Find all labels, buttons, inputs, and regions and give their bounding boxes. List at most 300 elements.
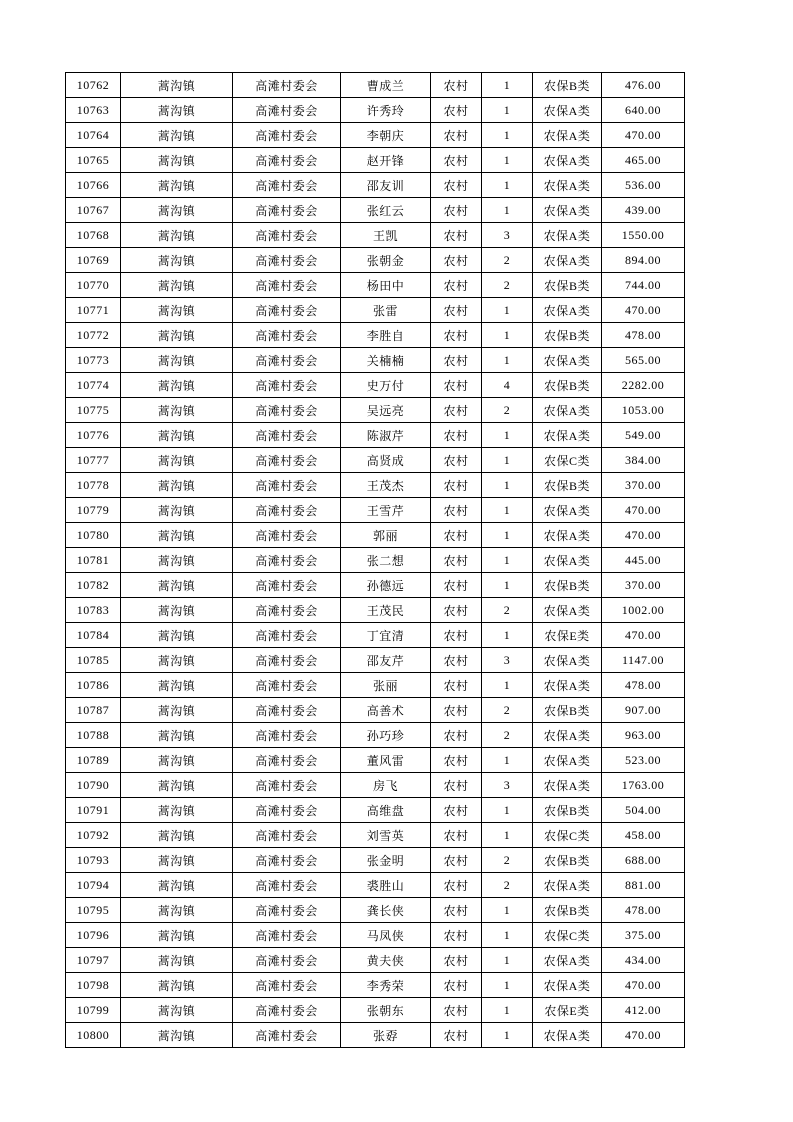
table-cell-town: 蒿沟镇 [121,473,233,498]
table-cell-residence: 农村 [431,948,482,973]
table-cell-category: 农保A类 [533,498,602,523]
table-row [66,248,685,273]
table-cell-village: 高滩村委会 [233,973,341,998]
table-cell-village: 高滩村委会 [233,898,341,923]
table-cell-count: 1 [482,298,533,323]
table-cell-count: 1 [482,123,533,148]
table-cell-village: 高滩村委会 [233,423,341,448]
table-cell-amount: 470.00 [602,123,685,148]
table-cell-amount: 1053.00 [602,398,685,423]
table-cell-id: 10793 [66,848,121,873]
table-cell-category: 农保A类 [533,948,602,973]
table-cell-amount: 476.00 [602,73,685,98]
table-row [66,548,685,573]
table-cell-amount: 370.00 [602,573,685,598]
table-cell-category: 农保A类 [533,173,602,198]
table-cell-count: 1 [482,448,533,473]
table-row [66,473,685,498]
table-cell-count: 1 [482,423,533,448]
table-cell-name: 丁宜清 [341,623,431,648]
table-cell-town: 蒿沟镇 [121,623,233,648]
table-cell-residence: 农村 [431,823,482,848]
table-cell-residence: 农村 [431,848,482,873]
table-cell-name: 史万付 [341,373,431,398]
table-cell-town: 蒿沟镇 [121,698,233,723]
table-cell-amount: 470.00 [602,973,685,998]
table-cell-town: 蒿沟镇 [121,973,233,998]
table-cell-name: 刘雪英 [341,823,431,848]
table-cell-village: 高滩村委会 [233,98,341,123]
table-cell-town: 蒿沟镇 [121,398,233,423]
table-row [66,623,685,648]
table-cell-id: 10768 [66,223,121,248]
table-cell-town: 蒿沟镇 [121,573,233,598]
table-cell-id: 10772 [66,323,121,348]
table-row [66,998,685,1023]
table-cell-amount: 458.00 [602,823,685,848]
table-cell-town: 蒿沟镇 [121,448,233,473]
table-cell-amount: 2282.00 [602,373,685,398]
table-cell-name: 马凤侠 [341,923,431,948]
table-cell-town: 蒿沟镇 [121,873,233,898]
table-row [66,598,685,623]
table-cell-town: 蒿沟镇 [121,823,233,848]
table-cell-count: 4 [482,373,533,398]
table-cell-id: 10787 [66,698,121,723]
table-cell-name: 张红云 [341,198,431,223]
table-cell-name: 黄夫侠 [341,948,431,973]
table-cell-name: 王茂民 [341,598,431,623]
table-row [66,373,685,398]
table-cell-id: 10796 [66,923,121,948]
table-cell-residence: 农村 [431,773,482,798]
table-cell-id: 10777 [66,448,121,473]
table-cell-residence: 农村 [431,523,482,548]
table-cell-id: 10775 [66,398,121,423]
table-cell-count: 1 [482,823,533,848]
table-cell-residence: 农村 [431,623,482,648]
table-cell-amount: 549.00 [602,423,685,448]
table-cell-residence: 农村 [431,573,482,598]
table-row [66,123,685,148]
table-cell-category: 农保A类 [533,873,602,898]
table-cell-residence: 农村 [431,148,482,173]
table-row [66,198,685,223]
table-cell-id: 10774 [66,373,121,398]
table-cell-name: 王茂杰 [341,473,431,498]
table-cell-village: 高滩村委会 [233,448,341,473]
table-cell-town: 蒿沟镇 [121,948,233,973]
table-cell-amount: 894.00 [602,248,685,273]
table-cell-village: 高滩村委会 [233,723,341,748]
table-cell-amount: 523.00 [602,748,685,773]
table-cell-name: 王雪芹 [341,498,431,523]
table-cell-id: 10788 [66,723,121,748]
table-cell-name: 张朝金 [341,248,431,273]
table-cell-count: 1 [482,1023,533,1048]
table-cell-category: 农保A类 [533,148,602,173]
table-cell-residence: 农村 [431,73,482,98]
table-row [66,223,685,248]
table-cell-name: 孙德远 [341,573,431,598]
table-cell-village: 高滩村委会 [233,148,341,173]
table-cell-residence: 农村 [431,548,482,573]
table-cell-residence: 农村 [431,673,482,698]
table-cell-count: 2 [482,698,533,723]
table-cell-village: 高滩村委会 [233,948,341,973]
table-cell-id: 10782 [66,573,121,598]
table-cell-id: 10773 [66,348,121,373]
table-cell-residence: 农村 [431,173,482,198]
table-cell-residence: 农村 [431,898,482,923]
table-row [66,523,685,548]
table-cell-name: 关楠楠 [341,348,431,373]
table-row [66,648,685,673]
table-cell-village: 高滩村委会 [233,498,341,523]
table-cell-village: 高滩村委会 [233,273,341,298]
table-cell-village: 高滩村委会 [233,173,341,198]
table-cell-category: 农保B类 [533,373,602,398]
table-row [66,1023,685,1048]
table-row [66,498,685,523]
table-cell-residence: 农村 [431,598,482,623]
table-cell-town: 蒿沟镇 [121,73,233,98]
table-cell-amount: 478.00 [602,673,685,698]
table-cell-name: 高贤成 [341,448,431,473]
table-cell-count: 2 [482,248,533,273]
table-cell-count: 1 [482,173,533,198]
table-cell-amount: 1147.00 [602,648,685,673]
table-cell-count: 1 [482,923,533,948]
table-cell-category: 农保A类 [533,198,602,223]
table-cell-category: 农保A类 [533,973,602,998]
table-cell-village: 高滩村委会 [233,73,341,98]
table-cell-count: 1 [482,473,533,498]
table-cell-count: 1 [482,973,533,998]
table-cell-category: 农保C类 [533,823,602,848]
table-cell-category: 农保B类 [533,698,602,723]
table-cell-category: 农保A类 [533,398,602,423]
table-row [66,748,685,773]
table-cell-name: 赵开锋 [341,148,431,173]
table-cell-name: 张金明 [341,848,431,873]
table-cell-town: 蒿沟镇 [121,173,233,198]
table-cell-id: 10778 [66,473,121,498]
table-cell-category: 农保A类 [533,723,602,748]
table-cell-village: 高滩村委会 [233,598,341,623]
table-cell-id: 10795 [66,898,121,923]
table-cell-category: 农保E类 [533,623,602,648]
table-cell-amount: 465.00 [602,148,685,173]
table-cell-amount: 688.00 [602,848,685,873]
table-cell-village: 高滩村委会 [233,848,341,873]
table-cell-name: 邵友芹 [341,648,431,673]
table-cell-name: 董风雷 [341,748,431,773]
table-cell-count: 1 [482,98,533,123]
table-cell-residence: 农村 [431,98,482,123]
table-cell-amount: 412.00 [602,998,685,1023]
table-cell-residence: 农村 [431,923,482,948]
table-cell-town: 蒿沟镇 [121,423,233,448]
table-cell-amount: 1763.00 [602,773,685,798]
table-cell-town: 蒿沟镇 [121,498,233,523]
table-cell-amount: 907.00 [602,698,685,723]
table-cell-id: 10767 [66,198,121,223]
table-cell-count: 3 [482,648,533,673]
table-cell-id: 10776 [66,423,121,448]
table-cell-name: 杨田中 [341,273,431,298]
table-cell-category: 农保A类 [533,223,602,248]
table-cell-name: 李胜自 [341,323,431,348]
table-cell-id: 10766 [66,173,121,198]
table-cell-village: 高滩村委会 [233,823,341,848]
table-cell-village: 高滩村委会 [233,923,341,948]
table-cell-residence: 农村 [431,423,482,448]
table-cell-id: 10763 [66,98,121,123]
table-cell-amount: 478.00 [602,898,685,923]
table-cell-village: 高滩村委会 [233,323,341,348]
table-cell-id: 10779 [66,498,121,523]
table-cell-category: 农保A类 [533,348,602,373]
table-cell-category: 农保A类 [533,423,602,448]
table-cell-count: 1 [482,573,533,598]
table-cell-name: 高维盘 [341,798,431,823]
table-cell-count: 1 [482,673,533,698]
table-cell-id: 10762 [66,73,121,98]
table-cell-name: 李秀荣 [341,973,431,998]
table-cell-name: 张孬 [341,1023,431,1048]
table-cell-category: 农保E类 [533,998,602,1023]
table-cell-category: 农保B类 [533,273,602,298]
table-cell-id: 10786 [66,673,121,698]
table-cell-town: 蒿沟镇 [121,523,233,548]
table-row [66,798,685,823]
table-cell-residence: 农村 [431,248,482,273]
table-row [66,698,685,723]
table-row [66,298,685,323]
table-row [66,773,685,798]
table-row [66,423,685,448]
table-cell-amount: 445.00 [602,548,685,573]
table-cell-residence: 农村 [431,748,482,773]
table-cell-town: 蒿沟镇 [121,323,233,348]
table-cell-name: 许秀玲 [341,98,431,123]
table-cell-amount: 478.00 [602,323,685,348]
table-cell-id: 10794 [66,873,121,898]
table-cell-town: 蒿沟镇 [121,598,233,623]
table-cell-residence: 农村 [431,473,482,498]
table-cell-count: 1 [482,523,533,548]
table-cell-town: 蒿沟镇 [121,648,233,673]
table-cell-name: 孙巧珍 [341,723,431,748]
table-cell-category: 农保A类 [533,1023,602,1048]
table-cell-town: 蒿沟镇 [121,898,233,923]
table-cell-village: 高滩村委会 [233,873,341,898]
table-row [66,923,685,948]
table-cell-count: 2 [482,723,533,748]
table-cell-village: 高滩村委会 [233,248,341,273]
table-cell-id: 10785 [66,648,121,673]
table-row [66,848,685,873]
table-cell-name: 高善术 [341,698,431,723]
table-cell-residence: 农村 [431,123,482,148]
table-cell-name: 龚长侠 [341,898,431,923]
table-cell-id: 10770 [66,273,121,298]
table-cell-name: 张雷 [341,298,431,323]
table-cell-category: 农保A类 [533,648,602,673]
table-cell-amount: 470.00 [602,1023,685,1048]
table-cell-id: 10798 [66,973,121,998]
table-cell-residence: 农村 [431,398,482,423]
table-cell-id: 10800 [66,1023,121,1048]
table-cell-name: 邵友训 [341,173,431,198]
table-cell-village: 高滩村委会 [233,998,341,1023]
table-cell-amount: 384.00 [602,448,685,473]
table-cell-town: 蒿沟镇 [121,1023,233,1048]
table-cell-category: 农保A类 [533,123,602,148]
table-cell-category: 农保A类 [533,523,602,548]
table-cell-amount: 881.00 [602,873,685,898]
table-cell-id: 10797 [66,948,121,973]
table-cell-town: 蒿沟镇 [121,723,233,748]
table-cell-residence: 农村 [431,873,482,898]
table-cell-id: 10784 [66,623,121,648]
table-cell-count: 1 [482,948,533,973]
table-cell-category: 农保A类 [533,98,602,123]
table-cell-count: 2 [482,398,533,423]
table-row [66,898,685,923]
table-cell-count: 1 [482,798,533,823]
table-row [66,723,685,748]
table-cell-category: 农保A类 [533,298,602,323]
table-cell-category: 农保B类 [533,573,602,598]
table-cell-count: 1 [482,73,533,98]
table-cell-id: 10792 [66,823,121,848]
table-cell-village: 高滩村委会 [233,748,341,773]
table-cell-village: 高滩村委会 [233,373,341,398]
table-row [66,673,685,698]
table-cell-count: 2 [482,598,533,623]
table-cell-village: 高滩村委会 [233,223,341,248]
table-cell-town: 蒿沟镇 [121,273,233,298]
table-cell-village: 高滩村委会 [233,773,341,798]
table-cell-amount: 370.00 [602,473,685,498]
table-cell-id: 10783 [66,598,121,623]
table-cell-town: 蒿沟镇 [121,548,233,573]
table-cell-count: 1 [482,323,533,348]
table-cell-town: 蒿沟镇 [121,198,233,223]
table-cell-count: 2 [482,273,533,298]
table-cell-residence: 农村 [431,798,482,823]
table-cell-name: 张丽 [341,673,431,698]
table-cell-town: 蒿沟镇 [121,123,233,148]
table-row [66,573,685,598]
table-cell-count: 3 [482,773,533,798]
table-cell-town: 蒿沟镇 [121,298,233,323]
table-cell-name: 曹成兰 [341,73,431,98]
table-row [66,323,685,348]
table-cell-count: 2 [482,848,533,873]
table-cell-amount: 963.00 [602,723,685,748]
table-cell-id: 10789 [66,748,121,773]
table-cell-name: 房飞 [341,773,431,798]
table-cell-count: 1 [482,623,533,648]
table-cell-category: 农保A类 [533,673,602,698]
table-cell-name: 裘胜山 [341,873,431,898]
table-cell-residence: 农村 [431,998,482,1023]
table-cell-residence: 农村 [431,723,482,748]
table-cell-id: 10790 [66,773,121,798]
table-cell-category: 农保A类 [533,748,602,773]
table-cell-residence: 农村 [431,498,482,523]
table-cell-name: 吴远亮 [341,398,431,423]
table-cell-name: 张二想 [341,548,431,573]
table-cell-village: 高滩村委会 [233,673,341,698]
table-cell-count: 1 [482,998,533,1023]
table-cell-residence: 农村 [431,323,482,348]
table-row [66,873,685,898]
table-cell-amount: 375.00 [602,923,685,948]
table-cell-count: 1 [482,498,533,523]
table-row [66,823,685,848]
table-row [66,148,685,173]
table-cell-id: 10769 [66,248,121,273]
table-cell-village: 高滩村委会 [233,198,341,223]
table-cell-category: 农保A类 [533,548,602,573]
table-cell-category: 农保B类 [533,798,602,823]
table-cell-town: 蒿沟镇 [121,223,233,248]
table-cell-residence: 农村 [431,648,482,673]
table-cell-residence: 农村 [431,223,482,248]
table-cell-residence: 农村 [431,348,482,373]
table-cell-village: 高滩村委会 [233,623,341,648]
table-cell-amount: 1002.00 [602,598,685,623]
table-cell-residence: 农村 [431,198,482,223]
table-cell-town: 蒿沟镇 [121,998,233,1023]
table-cell-id: 10799 [66,998,121,1023]
table-row [66,398,685,423]
table-cell-town: 蒿沟镇 [121,248,233,273]
table-cell-town: 蒿沟镇 [121,848,233,873]
table-cell-count: 1 [482,548,533,573]
table-cell-count: 2 [482,873,533,898]
table-row [66,73,685,98]
table-cell-town: 蒿沟镇 [121,373,233,398]
table-row [66,273,685,298]
table-cell-village: 高滩村委会 [233,573,341,598]
table-cell-village: 高滩村委会 [233,1023,341,1048]
table-cell-amount: 470.00 [602,623,685,648]
table-cell-town: 蒿沟镇 [121,148,233,173]
table-cell-town: 蒿沟镇 [121,673,233,698]
table-cell-town: 蒿沟镇 [121,923,233,948]
table-cell-count: 1 [482,748,533,773]
table-cell-amount: 470.00 [602,298,685,323]
table-cell-village: 高滩村委会 [233,698,341,723]
table-cell-village: 高滩村委会 [233,348,341,373]
table-cell-amount: 470.00 [602,523,685,548]
table-cell-village: 高滩村委会 [233,123,341,148]
table-cell-village: 高滩村委会 [233,473,341,498]
table-body [66,73,685,1048]
table-cell-id: 10780 [66,523,121,548]
table-cell-town: 蒿沟镇 [121,798,233,823]
table-row [66,448,685,473]
table-cell-id: 10765 [66,148,121,173]
table-cell-name: 张朝东 [341,998,431,1023]
table-cell-amount: 744.00 [602,273,685,298]
table-cell-category: 农保B类 [533,323,602,348]
